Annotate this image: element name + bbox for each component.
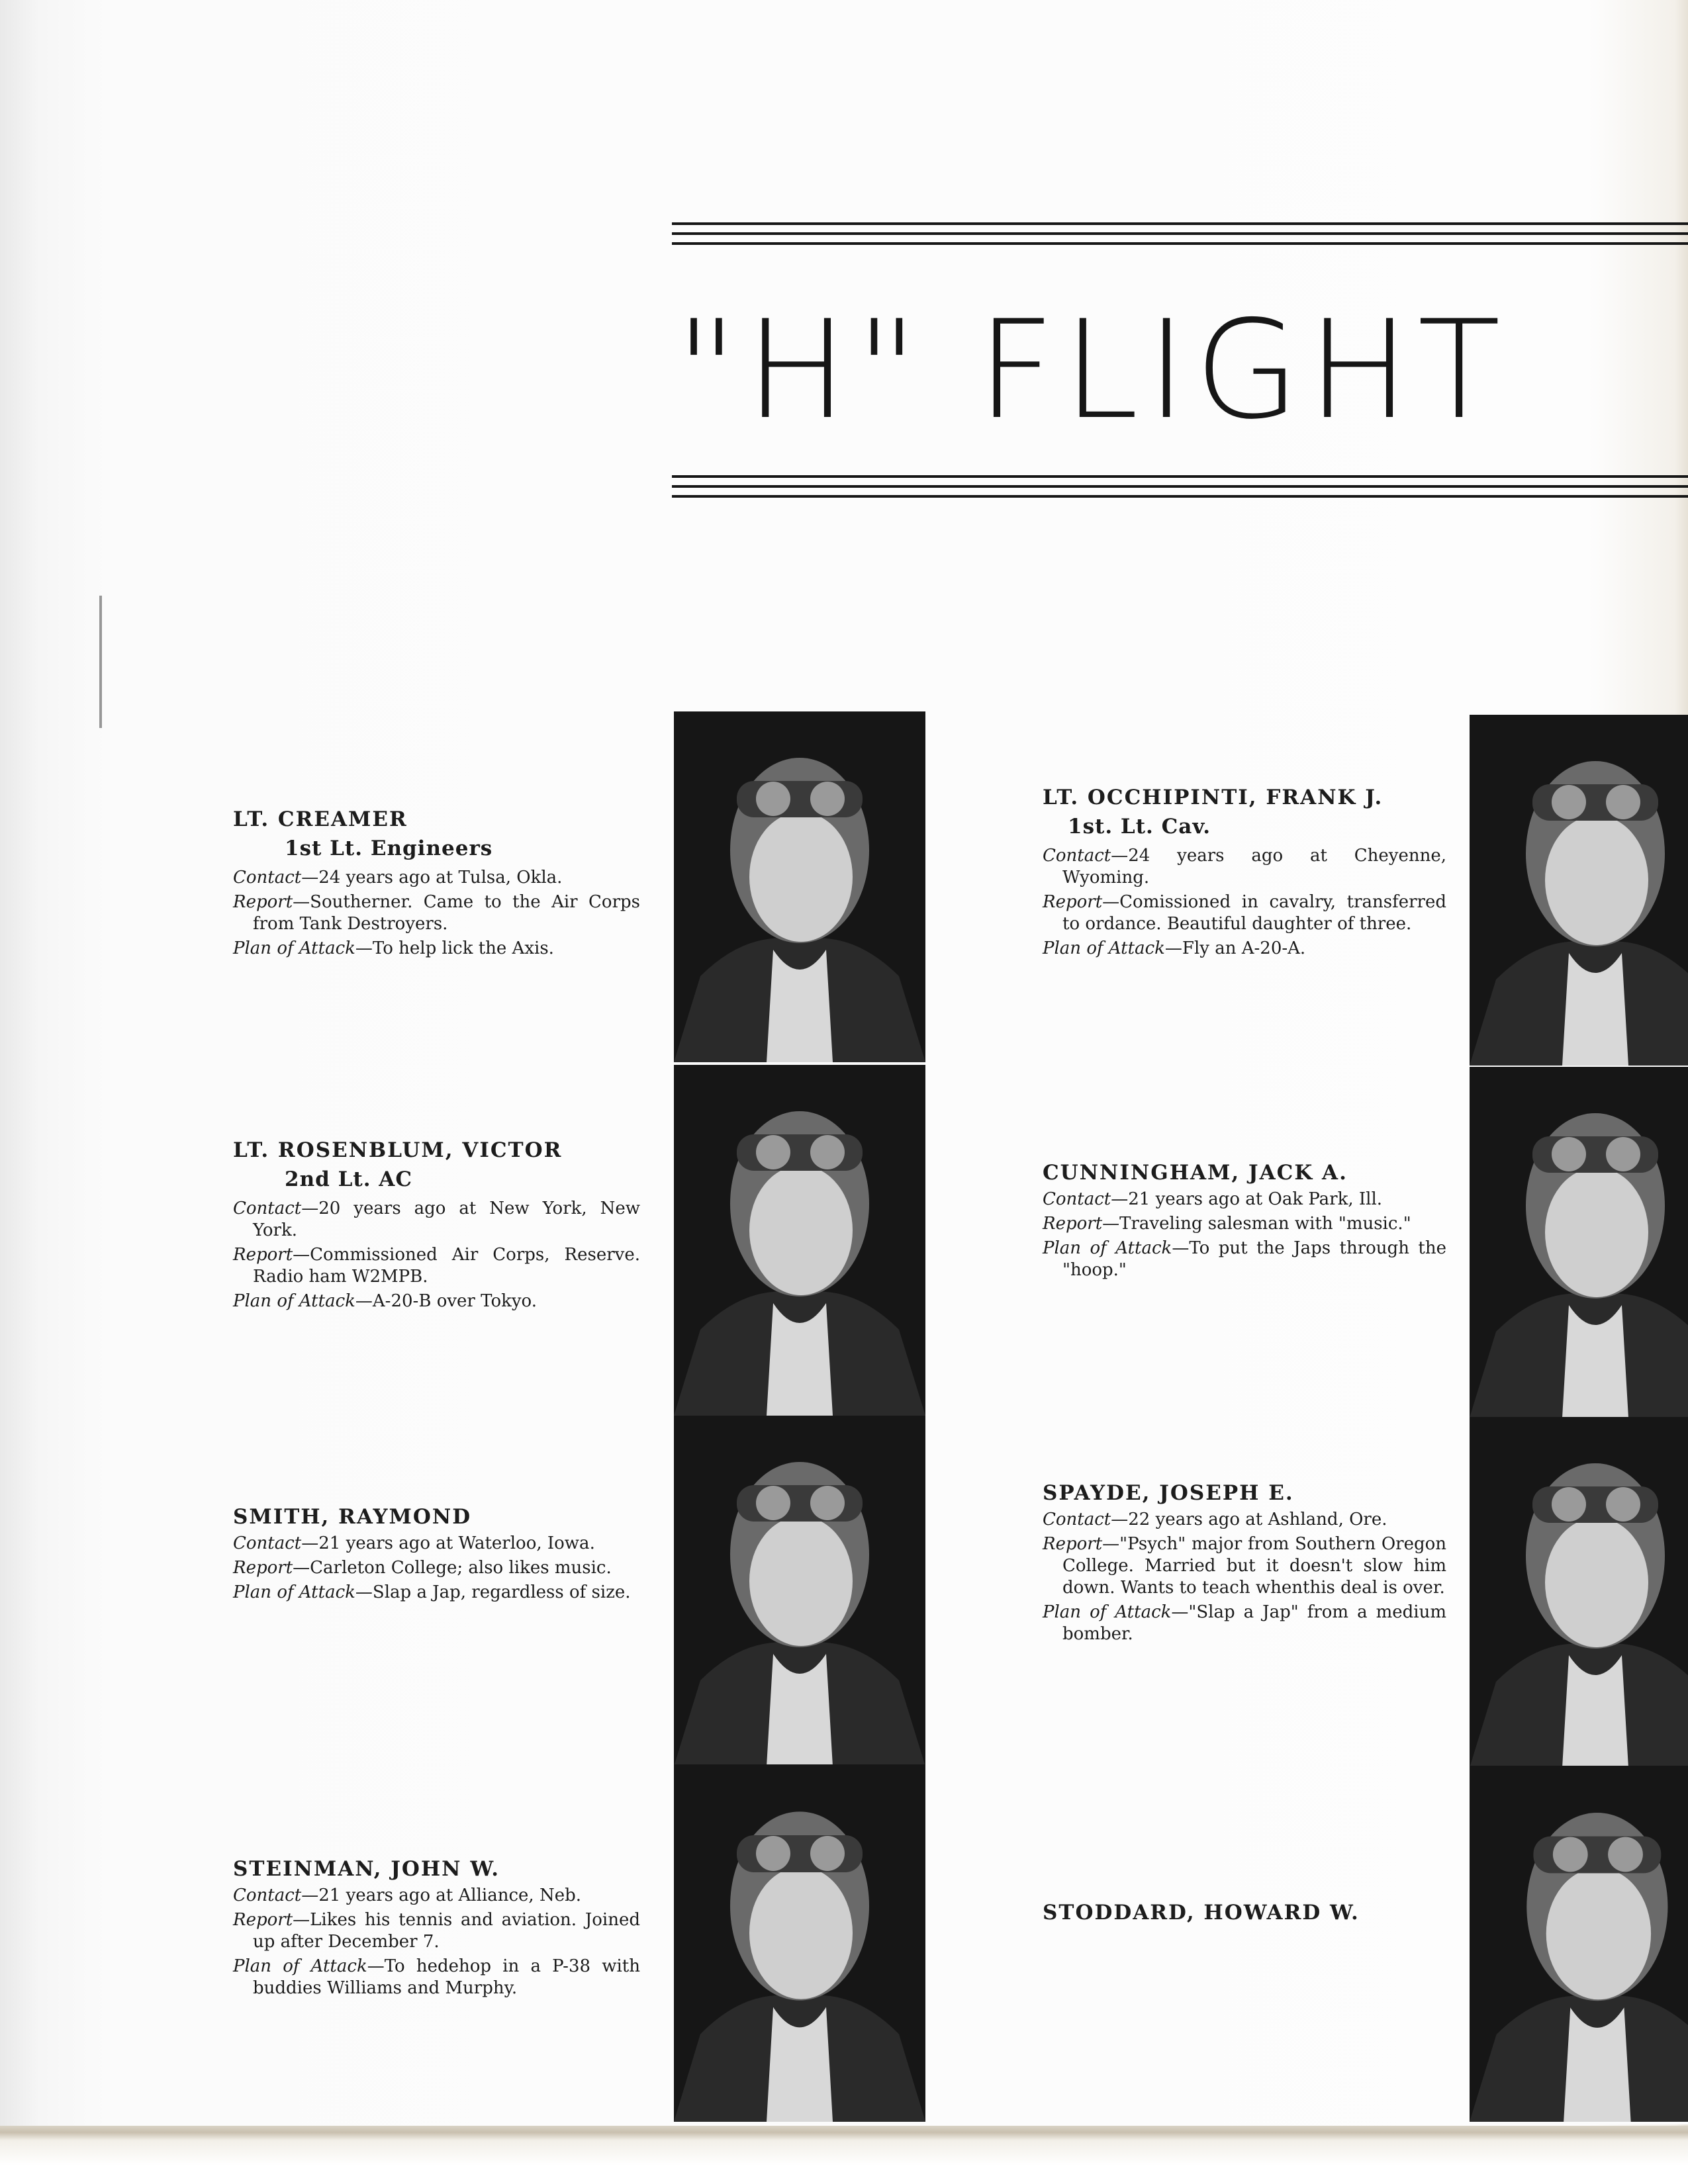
bio-plan <box>1043 938 1446 960</box>
entry-label: Plan of Attack <box>1043 1602 1172 1622</box>
cadet-bio <box>1043 784 1446 962</box>
entry-label: Contact <box>1043 1189 1111 1209</box>
bio-plan <box>233 1956 640 1999</box>
bio-plan <box>233 1291 640 1312</box>
entry-text: —Comissioned in cavalry, transferred to ordance. Beautiful daughter of three. <box>1062 892 1446 934</box>
entry-text: —22 years ago at Ashland, Ore. <box>1111 1510 1387 1529</box>
entry-text: —Traveling salesman with "music." <box>1102 1214 1411 1234</box>
portrait-image <box>1470 1067 1688 1418</box>
cadet-bio <box>233 1504 640 1606</box>
entry-text: —21 years ago at Alliance, Neb. <box>301 1886 581 1905</box>
entry-label: Contact <box>233 1533 302 1553</box>
bio-plan <box>1043 1238 1446 1281</box>
entry-text: —"Psych" major from Southern Oregon College. Married but it doesn't slow him down. Wants to teach whenthis deal is over. <box>1062 1534 1446 1598</box>
portrait-image <box>674 1416 925 1766</box>
cadet-name: LT. ROSENBLUM, VICTOR <box>233 1138 563 1162</box>
cadet-bio <box>1043 1480 1446 1648</box>
entry-label: Report <box>233 1910 293 1930</box>
entry-text: —A-20-B over Tokyo. <box>355 1291 538 1311</box>
cadet-name: SPAYDE, JOSEPH E. <box>1043 1481 1294 1505</box>
page-title: "H" FLIGHT <box>675 292 1509 449</box>
portrait-image <box>1470 1766 1688 2122</box>
cadet-rank: 1st. Lt. Cav. <box>1068 815 1211 839</box>
entry-label: Contact <box>233 1886 302 1905</box>
entry-text: —Carleton College; also likes music. <box>293 1558 612 1578</box>
cadet-rank: 2nd Lt. AC <box>285 1167 413 1191</box>
cadet-bio <box>233 1856 640 2002</box>
entry-text: —21 years ago at Oak Park, Ill. <box>1111 1189 1383 1209</box>
bio-contact <box>233 1885 640 1907</box>
entry-text: —"Slap a Jap" from a medium bomber. <box>1062 1602 1446 1644</box>
portrait-photo <box>674 1416 925 1769</box>
portrait-photo <box>674 1764 925 2124</box>
entry-text: —Commissioned Air Corps, Reserve. Radio ham W2MPB. <box>253 1245 640 1287</box>
cadet-name: SMITH, RAYMOND <box>233 1505 472 1529</box>
portrait-image <box>674 1764 925 2122</box>
bio-report <box>233 891 640 935</box>
title-rules-top <box>672 222 1688 252</box>
bio-report <box>233 1244 640 1288</box>
bio-plan <box>233 938 640 960</box>
bio-contact <box>1043 1189 1446 1210</box>
entry-label: Contact <box>233 1199 302 1218</box>
portrait-photo <box>1470 715 1688 1068</box>
bio-plan <box>1043 1602 1446 1645</box>
portrait-image <box>1470 715 1688 1066</box>
bio-contact <box>1043 1509 1446 1531</box>
cadet-bio <box>1043 1899 1446 1929</box>
bio-contact <box>233 867 640 889</box>
entry-label: Report <box>233 1558 293 1578</box>
binding-mark <box>99 596 102 728</box>
portrait-image <box>1470 1417 1688 1768</box>
cadet-bio <box>233 1137 640 1315</box>
entry-label: Plan of Attack <box>233 1956 367 1976</box>
bio-report <box>1043 891 1446 935</box>
cadet-name: LT. CREAMER <box>233 807 408 831</box>
entry-label: Plan of Attack <box>233 938 355 958</box>
portrait-photo <box>1470 1766 1688 2124</box>
entry-label: Contact <box>1043 846 1111 866</box>
cadet-name: LT. OCCHIPINTI, FRANK J. <box>1043 786 1383 809</box>
cadet-name: STODDARD, HOWARD W. <box>1043 1901 1360 1925</box>
portrait-image <box>674 711 925 1062</box>
entry-label: Plan of Attack <box>233 1582 355 1602</box>
entry-label: Contact <box>233 868 302 887</box>
entry-label: Report <box>233 892 293 912</box>
entry-label: Report <box>1043 1534 1103 1554</box>
portrait-photo <box>1470 1417 1688 1770</box>
bio-report <box>1043 1213 1446 1235</box>
cadet-bio <box>233 806 640 962</box>
entry-text: —Fly an A-20-A. <box>1164 938 1306 958</box>
entry-text: —24 years ago at Tulsa, Okla. <box>301 868 563 887</box>
entry-text: —21 years ago at Waterloo, Iowa. <box>301 1533 595 1553</box>
entry-text: —Southerner. Came to the Air Corps from Tank Destroyers. <box>253 892 640 934</box>
portrait-photo <box>674 1065 925 1418</box>
portrait-photo <box>674 711 925 1065</box>
entry-text: —20 years ago at New York, New York. <box>253 1199 640 1240</box>
bio-contact <box>1043 845 1446 889</box>
portrait-image <box>674 1065 925 1416</box>
entry-text: —To hedehop in a P-38 with buddies Williams and Murphy. <box>253 1956 640 1998</box>
page-bottom-edge <box>0 2126 1688 2184</box>
entry-label: Plan of Attack <box>1043 938 1165 958</box>
cadet-name: CUNNINGHAM, JACK A. <box>1043 1161 1348 1185</box>
entry-label: Plan of Attack <box>233 1291 355 1311</box>
bio-plan <box>233 1582 640 1604</box>
entry-label: Report <box>1043 1214 1103 1234</box>
entry-label: Plan of Attack <box>1043 1238 1172 1258</box>
entry-text: —To help lick the Axis. <box>355 938 554 958</box>
bio-report <box>233 1557 640 1579</box>
bio-report <box>233 1909 640 1953</box>
entry-text: —Slap a Jap, regardless of size. <box>355 1582 631 1602</box>
entry-label: Contact <box>1043 1510 1111 1529</box>
entry-label: Report <box>233 1245 293 1265</box>
cadet-rank: 1st Lt. Engineers <box>285 837 493 860</box>
bio-report <box>1043 1533 1446 1599</box>
entry-label: Report <box>1043 892 1103 912</box>
entry-text: —24 years ago at Cheyenne, Wyoming. <box>1062 846 1446 887</box>
entry-text: —Likes his tennis and aviation. Joined up after December 7. <box>253 1910 640 1952</box>
entry-text: —To put the Japs through the "hoop." <box>1062 1238 1446 1280</box>
cadet-name: STEINMAN, JOHN W. <box>233 1857 500 1881</box>
bio-contact <box>233 1198 640 1242</box>
title-rules-bottom <box>672 475 1688 505</box>
cadet-bio <box>1043 1160 1446 1284</box>
bio-contact <box>233 1533 640 1555</box>
portrait-photo <box>1470 1067 1688 1420</box>
